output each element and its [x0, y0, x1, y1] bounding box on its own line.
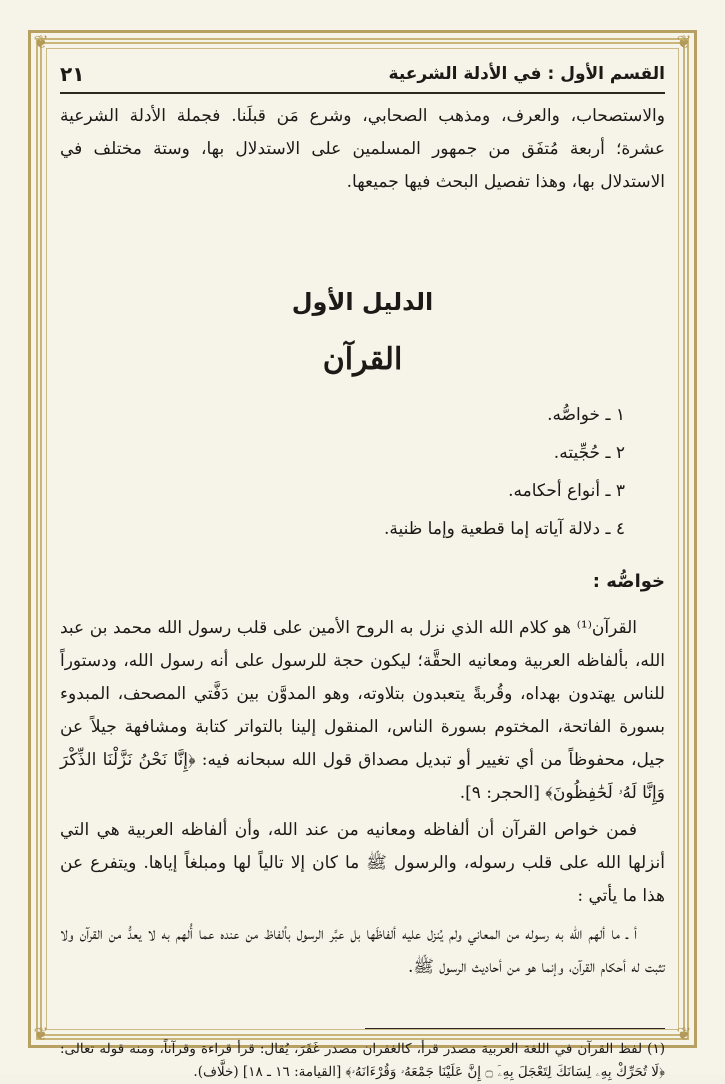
definition-paragraph: القرآن⁽¹⁾ هو كلام الله الذي نزل به الروح الأمين على قلب رسول الله محمد بن عبد الله، بألفاظه العربية ومعانيه الحقَّة؛ ليكون حجة للرسول على أنه رسول الله، ودستوراً للناس يهتدون بهداه، وقُربةً يتعبدون بتلاوته، وهو المدوَّن بين دَفَّتي المصحف، المبدوء بسورة الفاتحة، المختوم بسورة الناس، المنقول إلينا بالتواتر كتابة ومشافهة جيلاً عن جيل، محفوظاً من أي تغيير أو تبديل مصداق قول الله سبحانه فيه: ﴿إِنَّا نَحْنُ نَزَّلْنَا الذِّكْرَ وَإِنَّا لَهُۥ لَحَٰفِظُونَ﴾ [الحجر: ٩]. — [60, 618, 665, 803]
topics-list — [105, 396, 625, 548]
subheading-properties: خواصُّه : — [592, 571, 665, 592]
page-number: ٢١ — [60, 62, 85, 86]
corner-ornament-icon: ❦ — [676, 32, 692, 53]
list-item: ١ ـ خواصُّه. — [547, 405, 625, 425]
section-heading: الدليل الأول — [291, 288, 434, 316]
properties-paragraph: فمن خواص القرآن أن ألفاظه ومعانيه من عند الله، وأن ألفاظه العربية هي التي أنزلها الله على قلب رسوله، والرسول ﷺ ما كان إلا تالياً لها ومبلغاً إياها. ويتفرع عن هذا ما يأتي : — [60, 820, 665, 906]
running-header — [60, 56, 665, 94]
corner-ornament-icon: ❦ — [676, 1024, 692, 1045]
corner-ornament-icon: ❦ — [33, 32, 49, 53]
running-head-title: القسم الأول : في الأدلة الشرعية — [388, 64, 665, 84]
page-content — [60, 56, 665, 1080]
section-title: القرآن — [322, 342, 403, 377]
footnote: (١) لفظ القرآن في اللغة العربية مصدر قرأ، كالغفران مصدر غَفَرَ، يُقال: قرأ قراءة وقرآناً، ومنه قوله تعالى: ﴿لَا تُحَرِّكْ بِهِۦ لِسَانَكَ لِتَعْجَلَ بِهِۦٓ ۝ إِنَّ عَلَيْنَا جَمْعَهُۥ وَقُرْءَانَهُۥ﴾ [القيامة: ١٦ ـ ١٨] (خلَّاف). — [60, 1041, 665, 1080]
footnote-divider — [365, 1028, 665, 1029]
list-item: ٤ ـ دلالة آياته إما قطعية وإما ظنية. — [383, 519, 625, 539]
list-item: ٣ ـ أنواع أحكامه. — [508, 481, 625, 501]
intro-paragraph: والاستصحاب، والعرف، ومذهب الصحابي، وشرع مَن قبلَنا. فجملة الأدلة الشرعية عشرة؛ أربعة مُتفَق من جمهور المسلمين على الاستدلال بها، وستة مختلف في الاستدلال بها، وهذا تفصيل البحث فيها جميعها. — [60, 106, 665, 192]
list-item: ٢ ـ حُجِّيته. — [553, 443, 625, 463]
corner-ornament-icon: ❦ — [33, 1024, 49, 1045]
point-a-paragraph: أ ـ ما ألهم الله به رسوله من المعاني ولم يُنزل عليه ألفاظَها بل عبَّر الرسول بألفاظ من عنده عما أُلهم به لا يعدُّ من القرآن ولا تثبت له أحكام القرآن، وإنما هو من أحاديث الرسول ﷺ. — [60, 924, 665, 977]
